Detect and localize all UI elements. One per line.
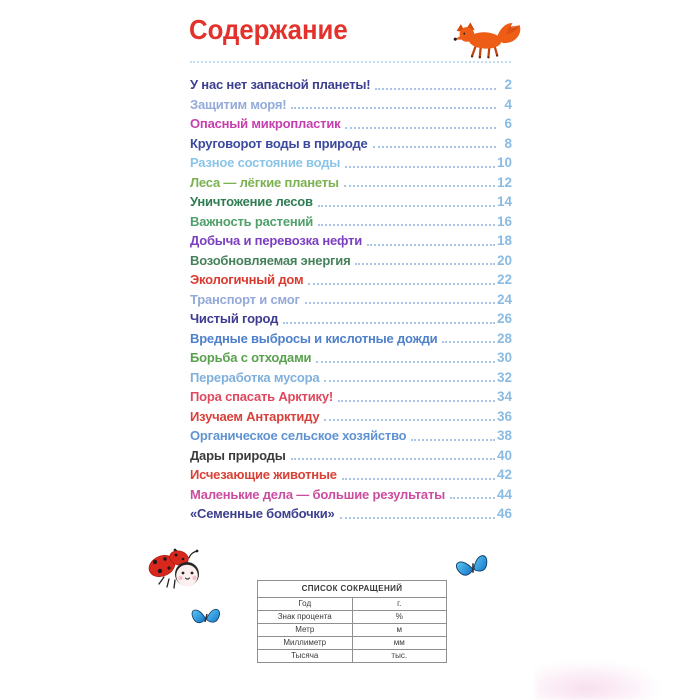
toc-dot-leader xyxy=(324,419,495,421)
toc-page-number: 28 xyxy=(496,330,512,346)
toc-entry xyxy=(190,75,512,95)
toc-page-number: 46 xyxy=(496,506,512,521)
page-title: Содержание xyxy=(189,14,348,45)
toc-entry-label: Дары природы xyxy=(190,447,286,463)
toc-dot-leader xyxy=(308,283,495,285)
toc-entry xyxy=(190,329,512,349)
dotted-divider xyxy=(190,61,511,63)
toc-entry-label: Уничтожение лесов xyxy=(190,194,313,209)
toc-entry xyxy=(190,173,512,193)
toc-dot-leader xyxy=(318,224,495,226)
toc-entry xyxy=(190,309,512,329)
toc-entry-label: Разное состояние воды xyxy=(190,155,341,170)
toc-entry xyxy=(190,114,512,134)
ladybug-legs xyxy=(159,577,175,588)
toc-page-number: 38 xyxy=(496,428,512,443)
toc-page-number: 10 xyxy=(496,155,512,170)
toc-entry xyxy=(190,485,512,505)
abbreviation-term: Тысяча xyxy=(258,650,353,663)
toc-dot-leader xyxy=(411,439,495,441)
toc-dot-leader xyxy=(355,263,495,265)
toc-entry xyxy=(190,134,512,154)
toc-entry-label: Круговорот воды в природе xyxy=(190,135,368,151)
toc-entry-label: Органическое сельское хозяйство xyxy=(190,428,407,443)
butterfly-icon xyxy=(451,547,494,589)
toc-entry-label: Пора спасать Арктику! xyxy=(190,389,334,404)
toc-dot-leader xyxy=(342,478,495,480)
fox-eye xyxy=(463,33,465,35)
toc-entry-label: Маленькие дела — большие результаты xyxy=(190,486,446,502)
abbreviation-row xyxy=(258,650,447,663)
toc-entry-label: Опасный микропластик xyxy=(190,116,341,131)
fox-illustration xyxy=(446,12,524,62)
toc-entry xyxy=(190,426,512,446)
toc-dot-leader xyxy=(318,205,495,207)
toc-entry xyxy=(190,95,512,115)
toc-entry-label: Борьба с отходами xyxy=(190,350,312,365)
abbreviation-short: г. xyxy=(352,598,447,611)
toc-page-number: 4 xyxy=(504,96,512,112)
toc-entry-label: У нас нет запасной планеты! xyxy=(190,77,371,92)
toc-entry xyxy=(190,251,512,271)
toc-entry-label: «Семенные бомбочки» xyxy=(190,506,335,521)
toc-entry xyxy=(190,407,512,427)
toc-entry-label: Исчезающие животные xyxy=(190,467,337,482)
toc-page-number: 34 xyxy=(496,389,512,404)
toc-entry-label: Транспорт и смог xyxy=(190,291,300,307)
toc-entry xyxy=(190,446,512,466)
toc-dot-leader xyxy=(283,322,495,324)
toc-page-number: 16 xyxy=(496,213,512,229)
toc-entry xyxy=(190,192,512,212)
toc-entry-label: Изучаем Антарктиду xyxy=(190,408,320,424)
ladybug-illustration xyxy=(146,546,208,598)
ladybug-face xyxy=(175,562,199,586)
toc-page-number: 22 xyxy=(496,272,512,287)
toc-page-number: 24 xyxy=(496,291,512,307)
abbreviation-term: Метр xyxy=(258,624,353,637)
toc-dot-leader xyxy=(450,497,495,499)
abbreviation-row xyxy=(258,598,447,611)
toc-page-number: 20 xyxy=(496,252,512,268)
abbreviations-body xyxy=(258,598,447,663)
toc-dot-leader xyxy=(344,185,495,187)
toc-entry xyxy=(190,231,512,251)
toc-entry-label: Чистый город xyxy=(190,311,279,326)
toc-entry xyxy=(190,387,512,407)
toc-dot-leader xyxy=(367,244,495,246)
toc-page-number: 40 xyxy=(496,447,512,463)
toc-page-number: 8 xyxy=(504,135,512,151)
abbreviation-term: Миллиметр xyxy=(258,637,353,650)
toc-entry-label: Экологичный дом xyxy=(190,272,304,287)
toc-page-number: 18 xyxy=(496,233,512,248)
toc-dot-leader xyxy=(442,341,495,343)
toc-list xyxy=(190,75,512,524)
ladybug-antenna-tip xyxy=(196,550,199,553)
toc-dot-leader xyxy=(305,302,495,304)
toc-entry-label: Важность растений xyxy=(190,213,314,229)
toc-dot-leader xyxy=(291,107,496,109)
abbreviation-row xyxy=(258,624,447,637)
butterfly-icon xyxy=(190,602,222,634)
toc-entry xyxy=(190,504,512,524)
toc-page-number: 12 xyxy=(496,174,512,190)
toc-entry-label: Защитим моря! xyxy=(190,96,287,112)
toc-dot-leader xyxy=(324,380,495,382)
toc-page-number: 36 xyxy=(496,408,512,424)
toc-dot-leader xyxy=(373,146,496,148)
toc-dot-leader xyxy=(375,88,496,90)
toc-dot-leader xyxy=(338,400,495,402)
fox-nose xyxy=(454,38,457,41)
toc-page-number: 2 xyxy=(504,77,512,92)
abbreviation-short: % xyxy=(352,611,447,624)
abbreviation-short: м xyxy=(352,624,447,637)
fox-head xyxy=(454,22,475,41)
toc-page-number: 44 xyxy=(496,486,512,502)
watercolor-smudge xyxy=(535,660,665,700)
abbreviation-term: Год xyxy=(258,598,353,611)
toc-dot-leader xyxy=(316,361,495,363)
toc-page-number: 14 xyxy=(496,194,512,209)
abbreviations-table xyxy=(257,580,447,663)
abbreviation-short: тыс. xyxy=(352,650,447,663)
toc-dot-leader xyxy=(345,166,495,168)
toc-entry-label: Леса — лёгкие планеты xyxy=(190,174,339,190)
fox-feet xyxy=(471,54,498,58)
toc-dot-leader xyxy=(340,517,495,519)
toc-entry-label: Возобновляемая энергия xyxy=(190,252,351,268)
toc-page-number: 30 xyxy=(496,350,512,365)
toc-page-number: 42 xyxy=(496,467,512,482)
toc-entry xyxy=(190,270,512,290)
toc-dot-leader xyxy=(291,458,495,460)
toc-page-number: 32 xyxy=(496,369,512,385)
toc-dot-leader xyxy=(345,127,496,129)
abbreviation-row xyxy=(258,611,447,624)
toc-page-number: 26 xyxy=(496,311,512,326)
toc-entry xyxy=(190,368,512,388)
toc-entry xyxy=(190,212,512,232)
toc-entry xyxy=(190,465,512,485)
abbreviations-title: СПИСОК СОКРАЩЕНИЙ xyxy=(258,581,447,598)
toc-entry xyxy=(190,348,512,368)
abbreviation-row xyxy=(258,637,447,650)
toc-entry xyxy=(190,153,512,173)
toc-page-number: 6 xyxy=(504,116,512,131)
toc-entry-label: Вредные выбросы и кислотные дожди xyxy=(190,330,438,346)
abbreviation-term: Знак процента xyxy=(258,611,353,624)
toc-entry-label: Добыча и перевозка нефти xyxy=(190,233,362,248)
toc-entry xyxy=(190,290,512,310)
abbreviation-short: мм xyxy=(352,637,447,650)
toc-entry-label: Переработка мусора xyxy=(190,369,320,385)
